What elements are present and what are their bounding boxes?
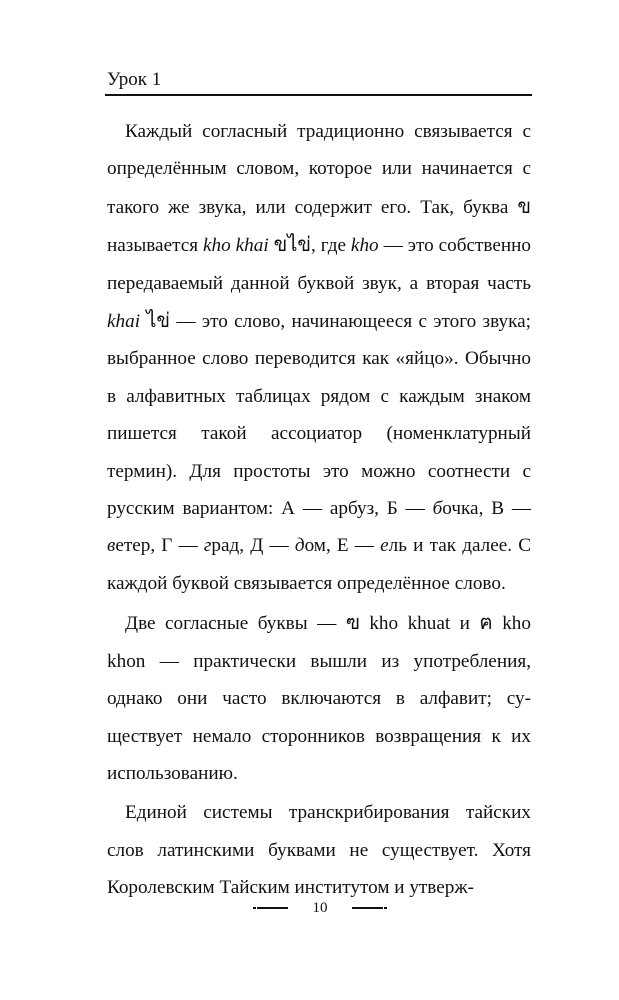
- text-run: kho khuat и: [359, 613, 480, 635]
- thai-word-khai: ไข่: [146, 308, 171, 333]
- folio-ornament-left: [257, 907, 288, 909]
- italic-letter: б: [432, 498, 443, 520]
- italic-letter: е: [380, 535, 389, 557]
- text-run: очка, В —: [442, 498, 532, 520]
- italic-letter: в: [107, 535, 116, 557]
- transliteration: kho khai: [203, 235, 269, 257]
- transliteration: khai: [107, 311, 141, 333]
- body-text: [107, 113, 531, 907]
- text-run: етер, Г —: [115, 535, 204, 557]
- header-rule: [105, 94, 532, 96]
- text-run: ль и так далее. С каждой буквой связывается определённое слово.: [107, 535, 532, 594]
- folio-ornament-right: [352, 907, 383, 909]
- italic-letter: д: [294, 535, 305, 557]
- text-run: , где: [311, 235, 351, 257]
- thai-letter-kho-khon: ฅ: [479, 610, 493, 635]
- paragraph-consonant-names: [107, 113, 531, 602]
- thai-letter-kho-khuat: ฃ: [345, 610, 360, 635]
- text-run: — это собственно передаваемый данной буквой звук, а вторая часть: [107, 235, 531, 294]
- transliteration: kho: [350, 235, 379, 257]
- paragraph-obsolete-letters: [107, 604, 531, 792]
- text-run: называется: [107, 235, 203, 257]
- page-number: 10: [312, 900, 328, 916]
- text-run: Каждый согласный традиционно связывается с определённым словом, которое или начинается с такого же звука, или содержит его. Так, буква: [107, 121, 531, 218]
- text-run: ом, Е —: [304, 535, 381, 557]
- running-head: Урок 1: [107, 69, 162, 90]
- thai-word-kho-khai: ขไข่: [273, 232, 312, 257]
- text-run: — это слово, начинающееся с этого звука; выбранное слово переводится как «яйцо». Обычно в алфавитных таблицах рядом с каждым знаком пишется такой ассоциатор (номенклатурный термин). Для простоты это можно соотнести с русским вариантом: А — арбуз, Б —: [107, 311, 531, 520]
- paragraph-transcription: [107, 794, 531, 906]
- text-run: Единой системы транскрибирования тайских слов латинскими буквами не существует. Хотя Королевским Тайским институтом и утверж-: [107, 802, 531, 899]
- thai-letter-kho-khai: ข: [517, 193, 531, 218]
- page-footer: [0, 896, 619, 920]
- italic-letter: г: [203, 535, 212, 557]
- text-run: kho khon — практически вышли из употребления, однако они часто включаются в алфавит; существует немало сторонников возвращения к их использованию.: [107, 613, 531, 784]
- text-run: рад, Д —: [211, 535, 295, 557]
- text-run: Две согласные буквы —: [125, 613, 346, 635]
